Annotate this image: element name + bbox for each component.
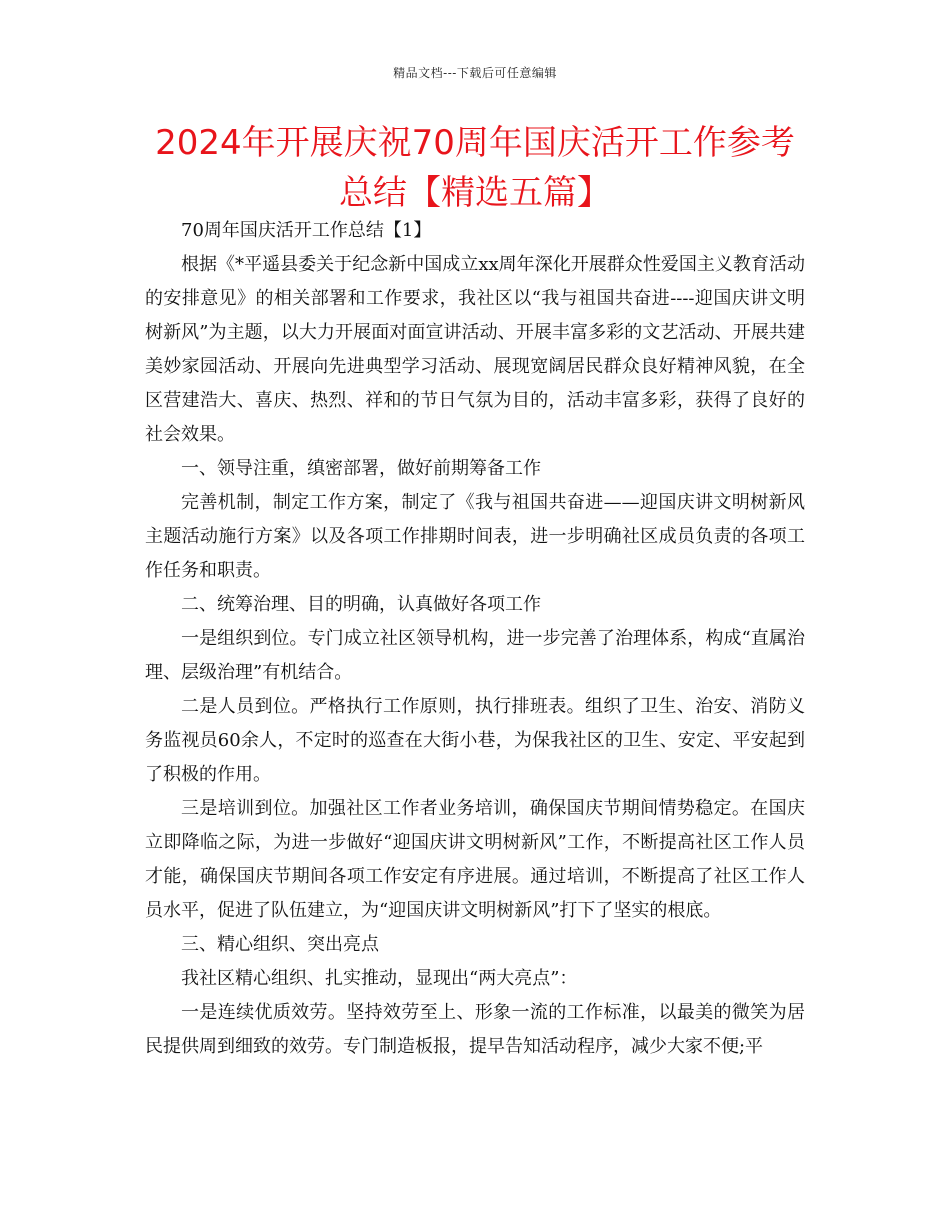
paragraph: 一是连续优质效劳。坚持效劳至上、形象一流的工作标准，以最美的微笑为居民提供周到细致的效劳。专门制造板报，提早告知活动程序，减少大家不便;平 (145, 1002, 805, 1057)
document-title: 2024年开展庆祝70周年国庆活开工作参考总结【精选五篇】 (155, 123, 795, 213)
header-note: 精品文档---下载后可任意编辑 (393, 66, 557, 80)
section-heading-1: 70周年国庆活开工作总结【1】 (181, 220, 432, 241)
section-heading: 二、统筹治理、目的明确，认真做好各项工作 (181, 594, 541, 615)
document-body (145, 214, 805, 1064)
paragraph: 三是培训到位。加强社区工作者业务培训，确保国庆节期间情势稳定。在国庆立即降临之际，为进一步做好“迎国庆讲文明树新风”工作，不断提高社区工作人员才能，确保国庆节期间各项工作安定有序进展。通过培训，不断提高了社区工作人员水平，促进了队伍建立，为“迎国庆讲文明树新风”打下了坚实的根底。 (145, 798, 805, 921)
paragraph: 根据《*平遥县委关于纪念新中国成立xx周年深化开展群众性爱国主义教育活动的安排意见》的相关部署和工作要求，我社区以“我与祖国共奋进----迎国庆讲文明树新风”为主题，以大力开展面对面宣讲活动、开展丰富多彩的文艺活动、开展共建美妙家园活动、开展向先进典型学习活动、展现宽阔居民群众良好精神风貌，在全区营建浩大、喜庆、热烈、祥和的节日气氛为目的，活动丰富多彩，获得了良好的社会效果。 (145, 254, 805, 445)
paragraph: 二是人员到位。严格执行工作原则，执行排班表。组织了卫生、治安、消防义务监视员60余人，不定时的巡查在大街小巷，为保我社区的卫生、安定、平安起到了积极的作用。 (145, 696, 805, 785)
paragraph: 完善机制，制定工作方案，制定了《我与祖国共奋进——迎国庆讲文明树新风主题活动施行方案》以及各项工作排期时间表，进一步明确社区成员负责的各项工作任务和职责。 (145, 492, 805, 581)
paragraph: 我社区精心组织、扎实推动，显现出“两大亮点”： (181, 968, 578, 989)
paragraph: 一是组织到位。专门成立社区领导机构，进一步完善了治理体系，构成“直属治理、层级治理”有机结合。 (145, 628, 805, 683)
section-heading: 一、领导注重，缜密部署，做好前期筹备工作 (181, 458, 541, 479)
section-heading: 三、精心组织、突出亮点 (181, 934, 379, 955)
